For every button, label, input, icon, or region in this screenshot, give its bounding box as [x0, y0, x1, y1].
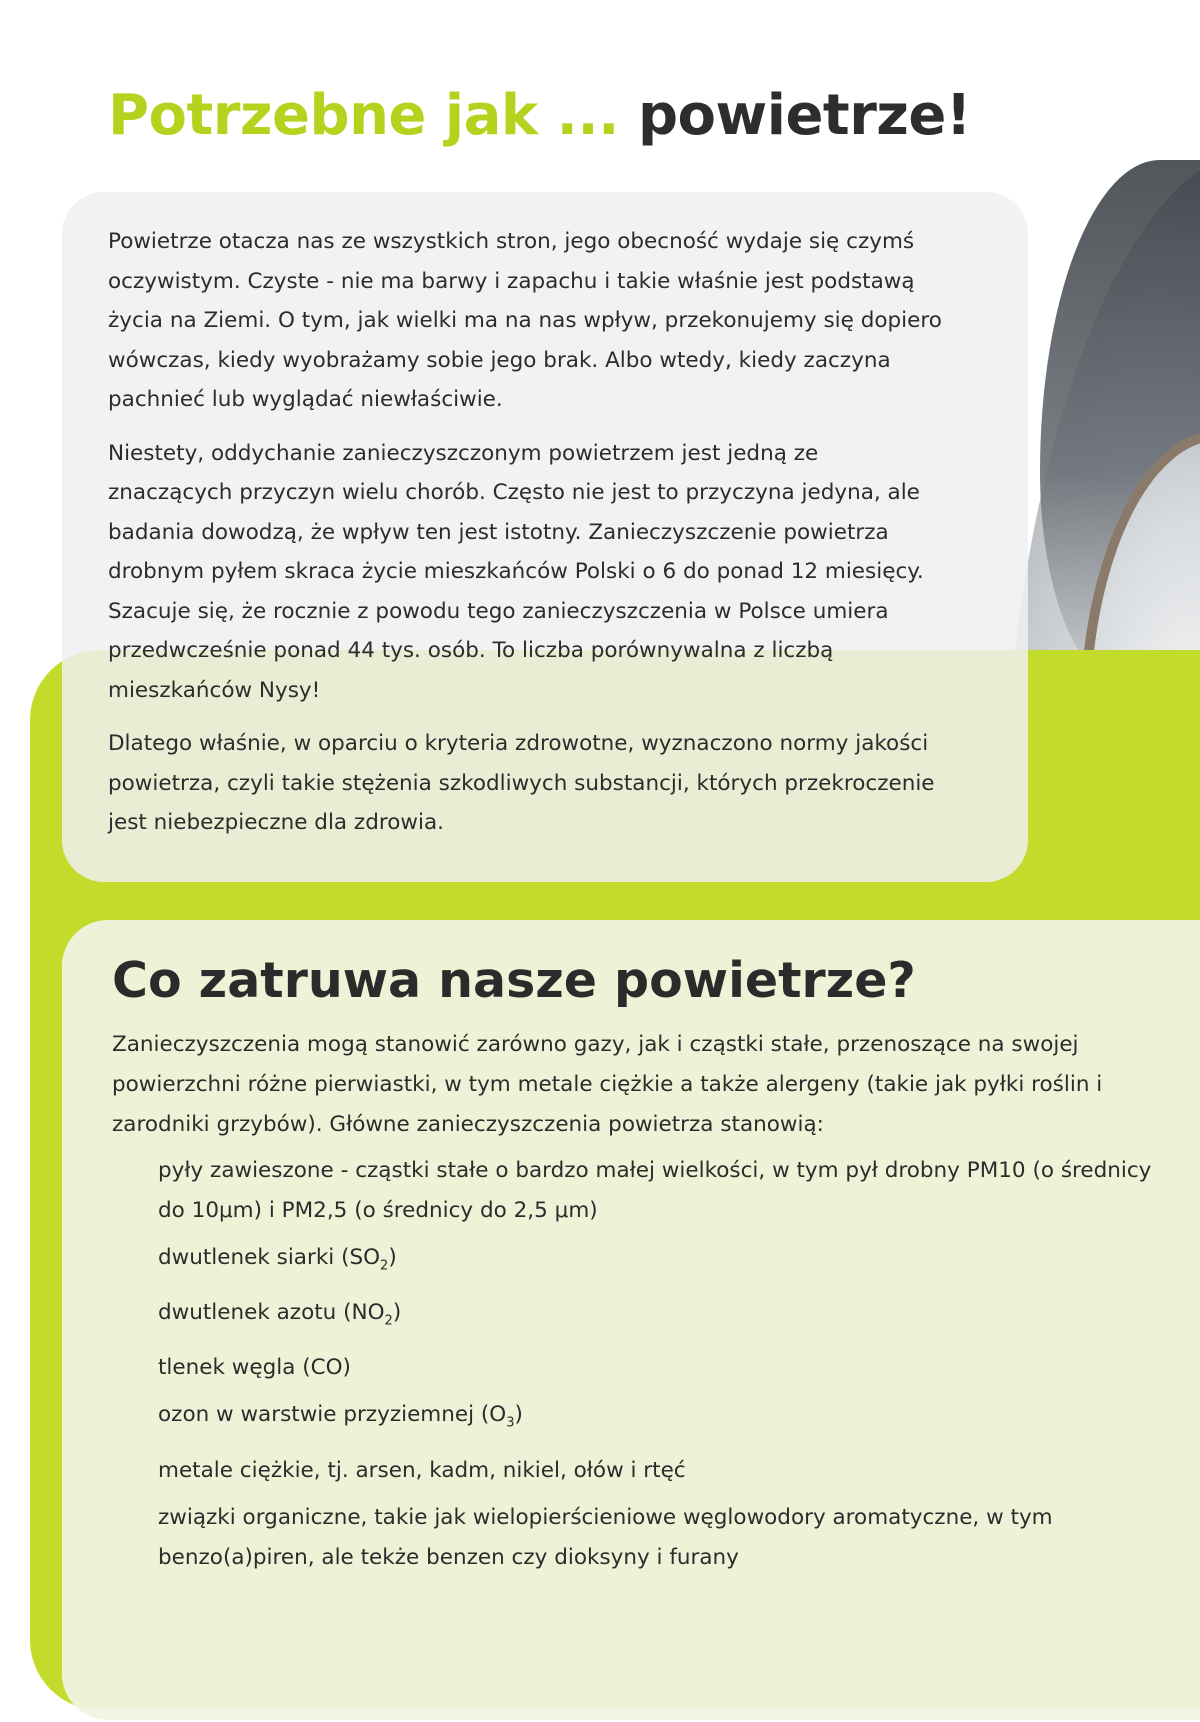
list-item-particulates: pyły zawieszone - cząstki stałe o bardzo małej wielkości, w tym pył drobny PM10 (o średnicy do 10μm) i PM2,5 (o średnicy do 2,5 μm) — [158, 1157, 1152, 1223]
intro-paragraph-2: Niestety, oddychanie zanieczyszczonym powietrzem jest jedną ze znaczących przyczyn wielu chorób. Często nie jest to przyczyna jedyna, ale badania dowodzą, że wpływ ten jest istotny. Zanieczyszczenie powietrza drobnym pyłem skraca życie mieszkańców Polski o 6 do ponad 12 miesięcy. Szacuje się, że rocznie z powodu tego zanieczyszczenia w Polsce umiera przedwcześnie ponad 44 tys. osób. To liczba porównywalna z liczbą mieszkańców Nysy! — [108, 440, 924, 703]
so2-label: dwutlenek siarki (SO — [158, 1244, 381, 1270]
o3-close: ) — [514, 1402, 523, 1428]
list-item-o3 — [158, 1395, 1162, 1443]
pollutants-card — [62, 920, 1200, 1720]
intro-paragraph-3: Dlatego właśnie, w oparciu o kryteria zdrowotne, wyznaczono normy jakości powietrza, czyli takie stężenia szkodliwych substancji, których przekroczenie jest niebezpieczne dla zdrowia. — [108, 731, 935, 835]
pollutants-list — [112, 1151, 1162, 1578]
no2-label: dwutlenek azotu (NO — [158, 1300, 385, 1326]
pollutants-intro: Zanieczyszczenia mogą stanowić zarówno gazy, jak i cząstki stałe, przenoszące na swojej powierzchni różne pierwiastki, w tym metale ciężkie a także alergeny (takie jak pyłki roślin i zarodniki grzybów). Główne zanieczyszczenia powietrza stanowią: — [112, 1031, 1103, 1137]
page-title-accent: Potrzebne jak ... — [108, 83, 619, 148]
o3-label: ozon w warstwie przyziemnej (O — [158, 1402, 507, 1428]
o3-subscript: 3 — [506, 1415, 515, 1431]
section-heading: Co zatruwa nasze powietrze? — [112, 952, 916, 1009]
list-item-organic-compounds: związki organiczne, takie jak wielopierścieniowe węglowodory aromatyczne, w tym benzo(a)piren, ale tekże benzen czy dioksyny i furany — [158, 1504, 1053, 1570]
so2-close: ) — [388, 1244, 397, 1270]
no2-subscript: 2 — [384, 1313, 393, 1329]
list-item-so2 — [158, 1238, 1162, 1286]
list-item-heavy-metals: metale ciężkie, tj. arsen, kadm, nikiel, ołów i rtęć — [158, 1457, 686, 1483]
page-title — [108, 82, 971, 149]
intro-paragraph-1: Powietrze otacza nas ze wszystkich stron, jego obecność wydaje się czymś oczywistym. Czyste - nie ma barwy i zapachu i takie właśnie jest podstawą życia na Ziemi. O tym, jak wielki ma na nas wpływ, przekonujemy się dopiero wówczas, kiedy wyobrażamy sobie jego brak. Albo wtedy, kiedy zaczyna pachnieć lub wyglądać niewłaściwie. — [108, 229, 942, 412]
so2-subscript: 2 — [380, 1258, 389, 1274]
intro-card — [62, 192, 1028, 882]
list-item-no2 — [158, 1293, 1162, 1341]
page-title-main: powietrze! — [637, 83, 971, 148]
list-item-co: tlenek węgla (CO) — [158, 1355, 351, 1381]
no2-close: ) — [392, 1300, 402, 1326]
